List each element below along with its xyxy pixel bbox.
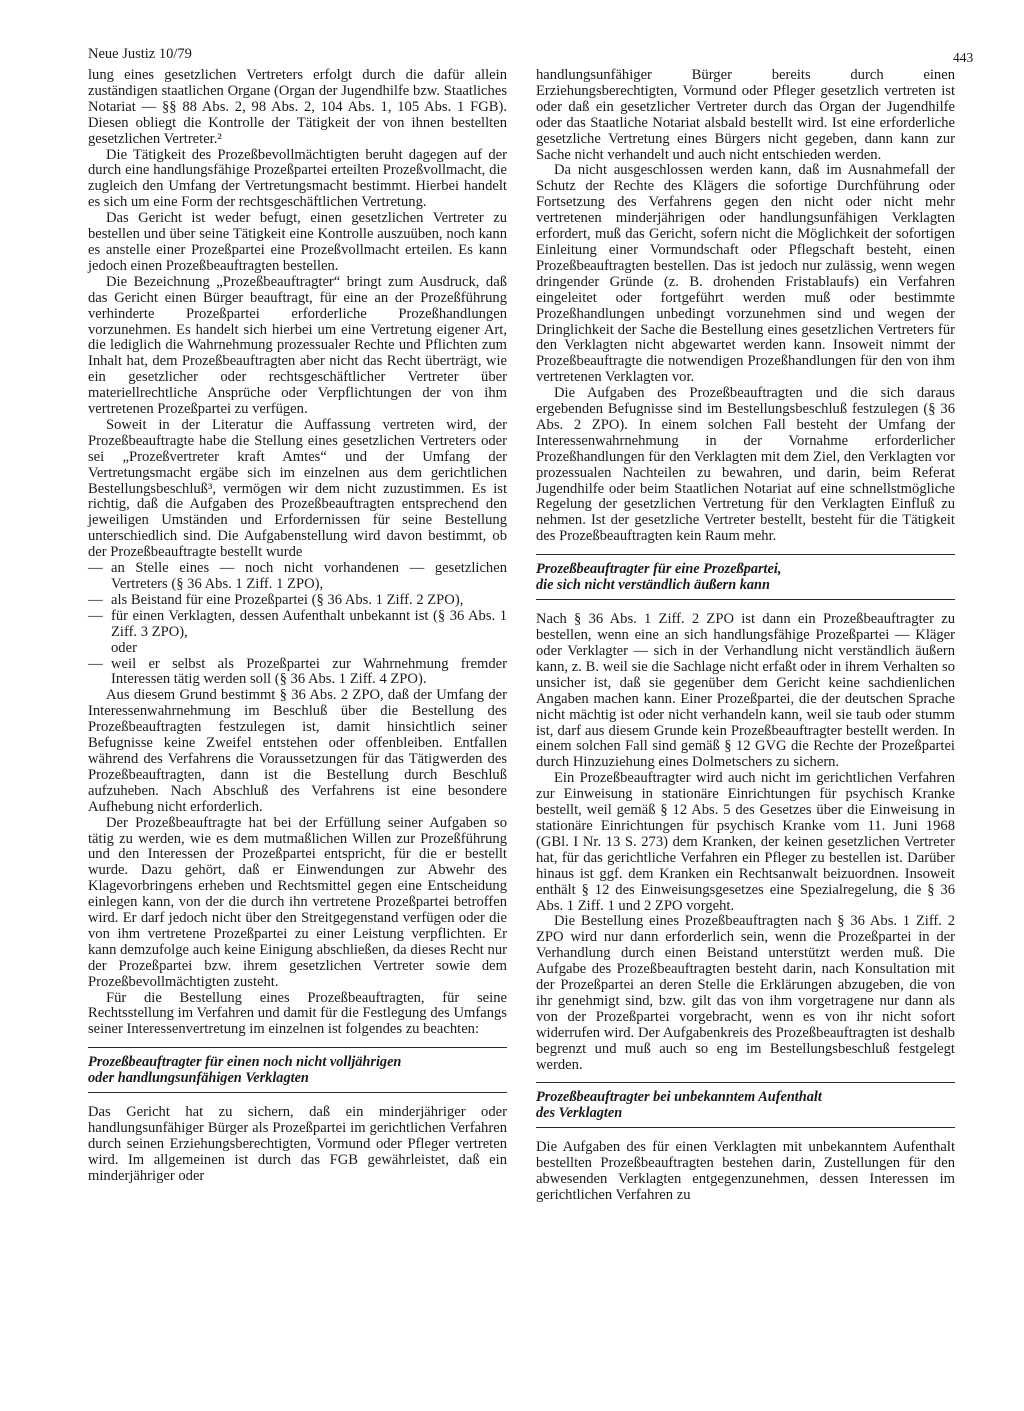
section-heading-line: die sich nicht verständlich äußern kann	[536, 577, 770, 594]
paragraph: Die Aufgaben des für einen Verklagten mit unbekanntem Aufenthalt bestellten Prozeßbeauftragten bestehen darin, Zustellungen für den abwesenden Verklagten entgegenzunehmen, dessen Interessen im gerichtlichen Verfahren zu	[536, 1139, 955, 1204]
section-heading-line: Prozeßbeauftragter für einen noch nicht volljährigen	[88, 1054, 402, 1071]
section-heading-line: oder handlungsunfähigen Verklagten	[88, 1070, 309, 1087]
section-heading	[536, 1082, 955, 1128]
paragraph: Die Aufgaben des Prozeßbeauftragten und die sich daraus ergebenden Befugnisse sind im Bestellungsbeschluß festzulegen (§ 36 Abs. 2 ZPO). In einem solchen Fall besteht der Umfang der Interessenwahrnehmung in der Vornahme erforderlicher Prozeßhandlungen für den Verklagten mit dem Ziel, den Verklagten vor prozessualen Nachteilen zu bewahren, und darin, beim Referat Jugendhilfe oder beim Staatlichen Notariat auf eine schnellstmögliche Regelung der gesetzlichen Vertretung für den Verklagten Einfluß zu nehmen. Ist der gesetzliche Vertreter bestellt, besteht für die Tätigkeit des Prozeßbeauftragten kein Raum mehr.	[536, 385, 955, 545]
section-heading	[536, 554, 955, 600]
paragraph: handlungsunfähiger Bürger bereits durch einen Erziehungsberechtigten, Vormund oder Pfleger gesetzlich vertreten ist oder daß ein gesetzlicher Vertreter durch das Organ der Jugendhilfe oder das Staatliche Notariat alsbald bestellt wird. Ist eine erforderliche gesetzliche Vertretung eines Bürgers nicht gegeben, dann kann zur Sache nicht verhandelt und auch nicht entschieden werden.	[536, 67, 955, 163]
paragraph: Aus diesem Grund bestimmt § 36 Abs. 2 ZPO, daß der Umfang der Interessenwahrnehmung im Beschluß über die Bestellung des Prozeßbeauftragten festzulegen ist, damit hinsichtlich seiner Befugnisse keine Zweifel entstehen oder offenbleiben. Entfallen während des Verfahrens die Voraussetzungen für das Tätigwerden des Prozeßbeauftragten, dann ist die Bestellung durch Beschluß aufzuheben. Nach Abschluß des Verfahrens ist eine besondere Aufhebung nicht erforderlich.	[88, 687, 507, 815]
paragraph: Die Bestellung eines Prozeßbeauftragten nach § 36 Abs. 1 Ziff. 2 ZPO wird nur dann erforderlich sein, wenn die Prozeßpartei in der Verhandlung durch einen Beistand unterstützt werden muß. Die Aufgabe des Prozeßbeauftragten besteht darin, nach Konsultation mit der Prozeßpartei an deren Stelle die Erklärungen abzugeben, die von ihr genehmigt sind, bzw. gilt das von ihm vorgetragene nur dann als von der Prozeßpartei vorgebracht, wenn es von ihr nicht sofort widerrufen wird. Der Aufgabenkreis des Prozeßbeauftragten ist deshalb begrenzt und muß auch so eng im Bestellungsbeschluß festgelegt werden.	[536, 913, 955, 1073]
list-item: — an Stelle eines — noch nicht vorhandenen — gesetzlichen Vertreters (§ 36 Abs. 1 Ziff. 1 ZPO),	[88, 561, 507, 593]
appointment-grounds-list	[88, 561, 507, 688]
list-item: — für einen Verklagten, dessen Aufenthalt unbekannt ist (§ 36 Abs. 1 Ziff. 3 ZPO),	[88, 609, 507, 641]
section-heading	[88, 1047, 507, 1093]
paragraph: Das Gericht ist weder befugt, einen gesetzlichen Vertreter zu bestellen und über seine Tätigkeit eine Kontrolle auszuüben, noch kann es anstelle einer Prozeßpartei eine Prozeßvollmacht erteilen. Es kann jedoch einen Prozeßbeauftragten bestellen.	[88, 210, 507, 274]
paragraph: Die Bezeichnung „Prozeßbeauftragter“ bringt zum Ausdruck, daß das Gericht einen Bürger beauftragt, für eine an der Prozeßführung verhinderte Prozeßpartei erforderliche Prozeßhandlungen vorzunehmen. Es handelt sich hierbei um eine Vertretung eigener Art, die lediglich die Wahrnehmung prozessualer Rechte und Pflichten zum Inhalt hat, dem Prozeßbeauftragten aber nicht das Recht überträgt, wie ein gesetzlicher oder rechtsgeschäftlicher Vertreter über materiellrechtliche Ansprüche oder Verpflichtungen der von ihm vertretenen Prozeßpartei zu verfügen.	[88, 273, 507, 418]
section-heading-line: Prozeßbeauftragter bei unbekanntem Aufenthalt	[536, 1089, 822, 1106]
right-column	[536, 68, 955, 1204]
paragraph: Für die Bestellung eines Prozeßbeauftragten, für seine Rechtsstellung im Verfahren und damit für die Festlegung des Umfangs seiner Interessenvertretung im einzelnen ist folgendes zu beachten:	[88, 989, 507, 1038]
section-heading-line: des Verklagten	[536, 1105, 623, 1122]
paragraph: Die Tätigkeit des Prozeßbevollmächtigten beruht dagegen auf der durch eine handlungsfähige Prozeßpartei erteilten Prozeßvollmacht, die zugleich den Umfang der Vertretungsmacht bestimmt. Hierbei handelt es sich um eine Form der rechtsgeschäftlichen Vertretung.	[88, 146, 507, 211]
section-heading-line: Prozeßbeauftragter für eine Prozeßpartei,	[536, 561, 782, 578]
page-number: 443	[953, 50, 974, 65]
paragraph: lung eines gesetzlichen Vertreters erfolgt durch die dafür allein zuständigen staatlichen Organe (Organ der Jugendhilfe bzw. Staatliches Notariat — §§ 88 Abs. 2, 98 Abs. 2, 104 Abs. 1, 105 Abs. 1 FGB). Diesen obliegt die Kontrolle der Tätigkeit der von ihnen bestellten gesetzlichen Vertreter.²	[88, 67, 507, 147]
list-item: — weil er selbst als Prozeßpartei zur Wahrnehmung fremder Interessen tätig werden soll (§ 36 Abs. 1 Ziff. 4 ZPO).	[88, 657, 507, 689]
paragraph: Da nicht ausgeschlossen werden kann, daß im Ausnahmefall der Schutz der Rechte des Klägers die sofortige Durchführung oder Fortsetzung des Verfahrens gegen den nicht oder nicht mehr vertretenen minderjährigen oder handlungsunfähigen Verklagten erfordert, muß das Gericht, sofern nicht die Möglichkeit der sofortigen Einleitung einer Vormundschaft oder Pflegschaft besteht, einen Prozeßbeauftragten bestellen. Das ist jedoch nur zulässig, wenn wegen dringender Gründe (z. B. drohenden Fristablaufs) ein Verfahren eingeleitet oder fortgeführt werden muß oder bestimmte Prozeßhandlungen unbedingt vorzunehmen sind und wegen der Dringlichkeit der Sache die Bestellung eines gesetzlichen Vertreters für den Verklagten nicht abgewartet werden kann. Insoweit nimmt der Prozeßbeauftragte die notwendigen Prozeßhandlungen für den von ihm vertretenen Verklagten vor.	[536, 162, 955, 386]
list-item: — als Beistand für eine Prozeßpartei (§ 36 Abs. 1 Ziff. 2 ZPO),	[88, 593, 507, 609]
journal-title: Neue Justiz 10/79	[88, 46, 192, 62]
list-item: oder	[111, 639, 137, 656]
left-column	[88, 68, 507, 1185]
paragraph: Das Gericht hat zu sichern, daß ein minderjähriger oder handlungsunfähiger Bürger als Prozeßpartei im gerichtlichen Verfahren durch seinen Erziehungsberechtigten, Vormund oder Pfleger vertreten wird. Im allgemeinen ist durch das FGB gewährleistet, daß ein minderjähriger oder	[88, 1104, 507, 1184]
paragraph: Nach § 36 Abs. 1 Ziff. 2 ZPO ist dann ein Prozeßbeauftragter zu bestellen, wenn eine an sich handlungsfähige Prozeßpartei — Kläger oder Verklagter — sich in der Verhandlung nicht verständlich äußern kann, z. B. weil sie die Sachlage nicht erfaßt oder in ihrem Verhalten so unsicher ist, daß sie gegenüber dem Gericht keine sachdienlichen Angaben machen kann. Einer Prozeßpartei, die der deutschen Sprache nicht mächtig ist oder nicht verhandeln kann, weil sie taub oder stumm ist, darf aus diesem Grunde kein Prozeßbeauftragter bestellt werden. In einem solchen Fall sind gemäß § 12 GVG die Rechte der Prozeßpartei durch Hinzuziehung eines Dolmetschers zu sichern.	[536, 611, 955, 771]
paragraph: Soweit in der Literatur die Auffassung vertreten wird, der Prozeßbeauftragte habe die Stellung eines gesetzlichen Vertreters oder sei „Prozeßvertreter kraft Amtes“ und der Umfang der Vertretungsmacht ergäbe sich im einzelnen aus dem gerichtlichen Bestellungsbeschluß³, vermögen wir dem nicht zuzustimmen. Es ist richtig, daß die Aufgaben des Prozeßbeauftragten entsprechend den jeweiligen Umständen und Erfordernissen für seine Bestellung unterschiedlich sind. Die Aufgabenstellung wird davon bestimmt, ob der Prozeßbeauftragte bestellt wurde	[88, 416, 507, 561]
paragraph: Ein Prozeßbeauftragter wird auch nicht im gerichtlichen Verfahren zur Einweisung in stationäre Einrichtungen für psychisch Kranke bestellt, weil gemäß § 12 Abs. 5 des Gesetzes über die Einweisung in stationäre Einrichtungen für psychisch Kranke vom 11. Juni 1968 (GBl. I Nr. 13 S. 273) dem Kranken, der keinen gesetzlichen Vertreter hat, für das gerichtliche Verfahren ein Pfleger zu bestellen ist. Darüber hinaus ist ggf. dem Kranken ein Rechtsanwalt beizuordnen. Insoweit enthält § 12 des Einweisungsgesetzes eine Spezialregelung, die § 36 Abs. 1 Ziff. 1 und 2 ZPO vorgeht.	[536, 770, 955, 914]
paragraph: Der Prozeßbeauftragte hat bei der Erfüllung seiner Aufgaben so tätig zu werden, wie es dem mutmaßlichen Willen zur Prozeßführung und den Interessen der Prozeßpartei entspricht, für die er bestellt wurde. Dazu gehört, daß er Einwendungen zur Abwehr des Klagevorbringens erheben und Rechtsmittel gegen eine Entscheidung einlegen kann, von der die durch ihn vertretene Prozeßpartei betroffen wird. Er darf jedoch nicht über den Streitgegenstand verfügen oder die von ihm vertretene Prozeßpartei zu einer Leistung verpflichten. Er kann demzufolge auch keine Einigung abschließen, da dieses Recht nur der Prozeßpartei bzw. ihrem gesetzlichen Vertreter sowie dem Prozeßbevollmächtigten zusteht.	[88, 814, 507, 990]
